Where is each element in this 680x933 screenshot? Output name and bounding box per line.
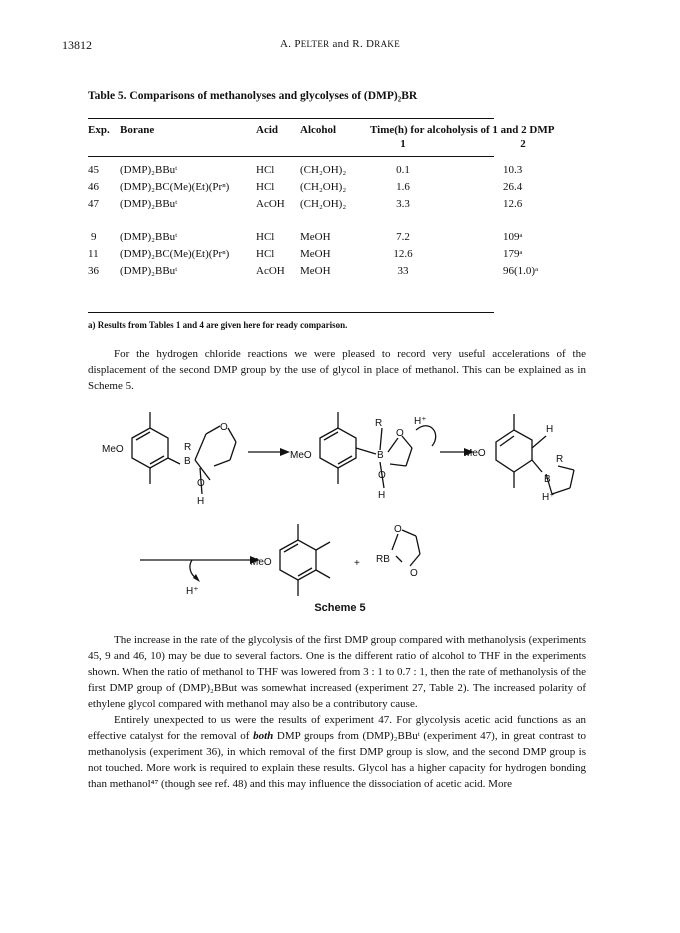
header-col2: 2 xyxy=(520,138,526,150)
table-cell: HCl xyxy=(256,231,275,243)
table-cell: MeOH xyxy=(300,265,331,277)
label-hplus-2: H⁺ xyxy=(542,492,555,503)
label-meo-1: MeO xyxy=(102,444,124,455)
table-cell: 46 xyxy=(88,181,99,193)
label-meo-3: MeO xyxy=(250,557,272,568)
dimethylphenyl-product xyxy=(280,540,316,580)
table-cell: 7.2 xyxy=(396,231,410,243)
table-cell: MeOH xyxy=(300,231,331,243)
table-cell: 33 xyxy=(397,265,409,277)
label-o-1: O xyxy=(220,422,228,433)
benzene-ring-2 xyxy=(320,428,356,468)
label-meo-plus: MeO xyxy=(464,448,486,459)
table-cell: 96(1.0)ᵃ xyxy=(503,265,539,277)
label-rb: RB xyxy=(376,554,390,565)
table-cell: (DMP)₂BBuᵗ xyxy=(120,164,178,176)
table-cell: 47 xyxy=(88,198,99,210)
scheme-5-diagram xyxy=(80,390,600,610)
table-cell: AcOH xyxy=(256,198,285,210)
label-r-2: R xyxy=(375,418,383,429)
label-r-1: R xyxy=(184,442,192,453)
label-h-1: H xyxy=(197,496,205,507)
header-col1: 1 xyxy=(400,138,406,150)
table-cell: (DMP)₂BBuᵗ xyxy=(120,231,178,243)
label-o-3: O xyxy=(396,428,404,439)
table-cell: HCl xyxy=(256,164,275,176)
table-cell: 1.6 xyxy=(396,181,410,193)
header-borane: Borane xyxy=(120,124,155,136)
table-header-rule xyxy=(88,156,494,157)
table-cell: 3.3 xyxy=(396,198,410,210)
table-top-rule xyxy=(88,118,494,119)
table-cell: (CH₂OH)₂ xyxy=(300,164,347,176)
header-alcohol: Alcohol xyxy=(300,124,337,136)
label-hplus-1: H⁺ xyxy=(414,416,427,427)
label-o-5: O xyxy=(394,524,402,535)
table-cell: (CH₂OH)₂ xyxy=(300,181,347,193)
paragraph-text: The increase in the rate of the glycolysis of the first DMP group compared with methanolysis (experiments 45, 9 and 46, 10) may be due to several factors. One is the different ratio of alcohol to THF in the experiments shown. When the ratio of methanol to THF was lowered from 3 : 1 to 0.7 : 1, then the rate of methanolysis of the first DMP group of (DMP)₂BBut was somewhat increased (experiment 27, Table 2). The increased polarity of ethylene glycol compared with methanol may also be a contributory cause. xyxy=(88,634,586,710)
table-cell: 12.6 xyxy=(393,248,413,260)
table-cell: (DMP)₂BC(Me)(Et)(Prⁿ) xyxy=(120,181,230,193)
header-exp: Exp. xyxy=(88,124,110,136)
paragraph-scheme-intro xyxy=(88,346,586,394)
table-cell: (DMP)₂BBuᵗ xyxy=(120,265,178,277)
table-cell: AcOH xyxy=(256,265,285,277)
table-cell: 10.3 xyxy=(503,164,523,176)
paragraph-text: Entirely unexpected to us were the results of experiment 47. For glycolysis acetic acid functions as an effective catalyst for the removal of both DMP groups from (DMP)₂BBuᵗ (experiment 47), in great contrast to methanolysis (experiment 36), in which removal of the first DMP group is slow, and the second DMP group is not touched. More work is required to explain these results. Glycol has a higher capacity for hydrogen bonding than methanol⁴⁷ (though see ref. 48) and this may influence the dissociation of acetic acid. More xyxy=(88,714,587,790)
paragraph-discussion xyxy=(88,632,586,792)
table-cell: 109ᵃ xyxy=(503,231,523,243)
table-cell: 45 xyxy=(88,164,99,176)
scheme-caption: Scheme 5 xyxy=(314,602,366,614)
label-hplus-3: H⁺ xyxy=(186,586,199,597)
running-header-authors: A. PELTER and R. DRAKE xyxy=(279,38,400,50)
header-acid: Acid xyxy=(256,124,278,136)
table-cell: 36 xyxy=(88,265,99,277)
table-cell: 11 xyxy=(88,248,99,260)
label-r-3: R xyxy=(556,454,564,465)
label-plus: + xyxy=(354,558,360,569)
table-cell: 26.4 xyxy=(503,181,523,193)
label-h-2: H xyxy=(378,490,386,501)
table-cell: HCl xyxy=(256,248,275,260)
table-cell: (DMP)₂BC(Me)(Et)(Prⁿ) xyxy=(120,248,230,260)
benzene-ring-1 xyxy=(132,428,168,468)
label-o-6: O xyxy=(410,568,418,579)
table-cell: (DMP)₂BBuᵗ xyxy=(120,198,178,210)
label-h-3: H xyxy=(546,424,554,435)
table-cell: HCl xyxy=(256,181,275,193)
table-cell: MeOH xyxy=(300,248,331,260)
table-cell: (CH₂OH)₂ xyxy=(300,198,347,210)
table-cell: 9 xyxy=(91,231,97,243)
paragraph-text: For the hydrogen chloride reactions we were pleased to record very useful accelerations of the displacement of the second DMP group by the use of glycol in place of methanol. This can be explained as in Scheme 5. xyxy=(88,348,586,392)
label-b-1: B xyxy=(184,456,191,467)
label-b-2: B xyxy=(377,450,384,461)
header-time: Time(h) for alcoholysis of 1 and 2 DMP xyxy=(370,124,555,136)
label-o-4: O xyxy=(378,470,386,481)
table-bottom-rule xyxy=(88,312,494,313)
label-o-2: O xyxy=(197,478,205,489)
page-number: 13812 xyxy=(62,38,92,52)
label-b-3: B xyxy=(544,474,551,485)
table-footnote: a) Results from Tables 1 and 4 are given here for ready comparison. xyxy=(88,320,348,330)
table-cell: 0.1 xyxy=(396,164,410,176)
table-caption: Table 5. Comparisons of methanolyses and glycolyses of (DMP)₂BR xyxy=(88,90,418,102)
label-meo-2: MeO xyxy=(290,450,312,461)
table-cell: 179ᵃ xyxy=(503,248,523,260)
table-cell: 12.6 xyxy=(503,198,523,210)
